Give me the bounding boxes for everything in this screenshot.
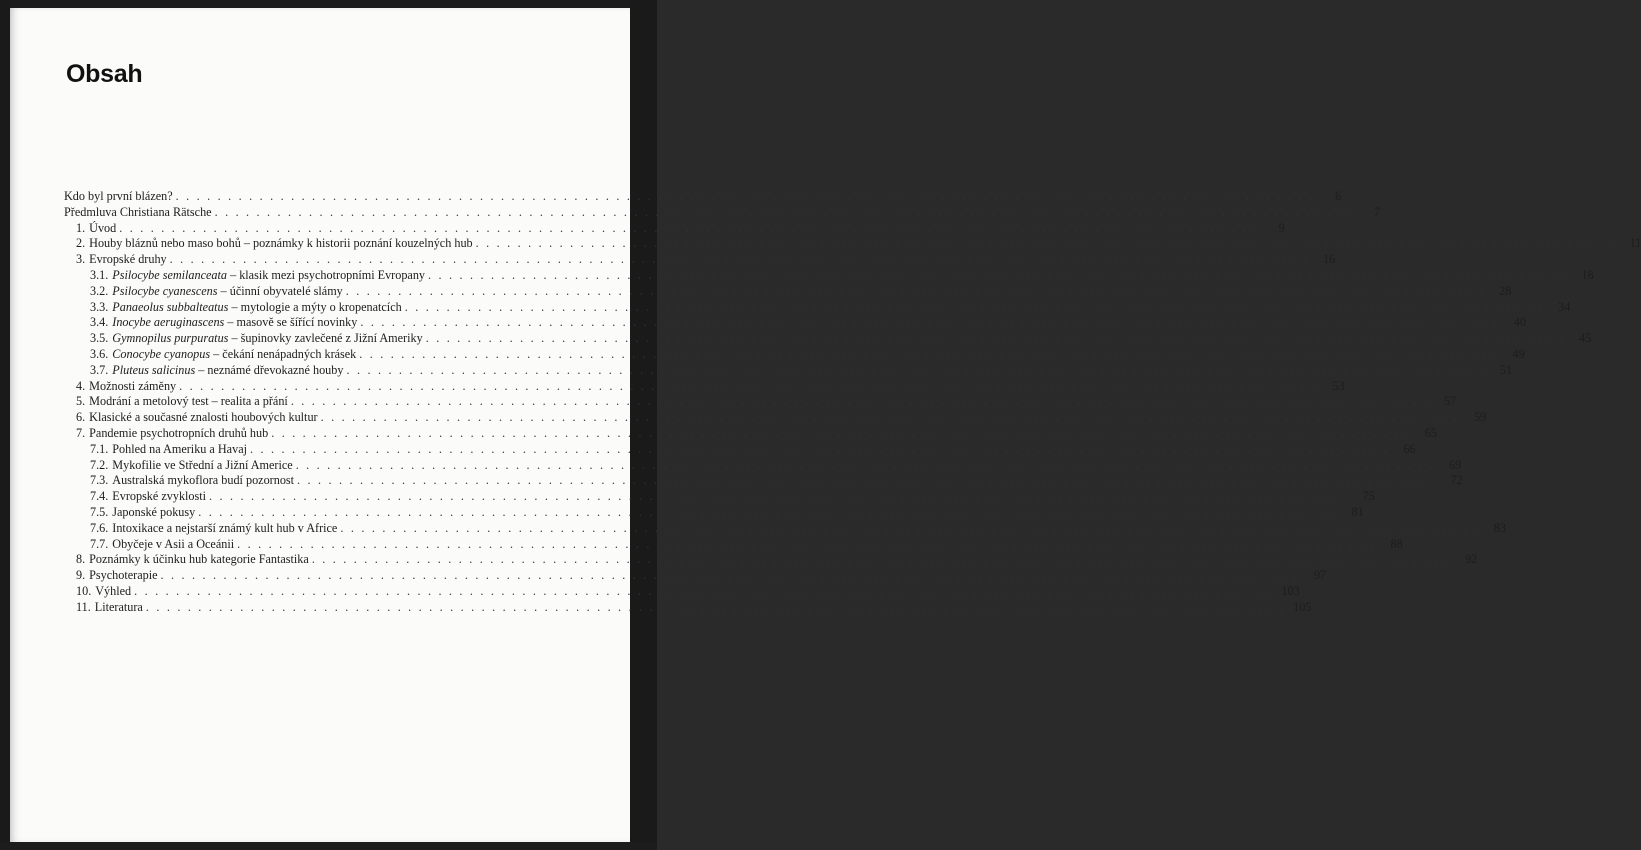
toc-page-number: 51 [1499, 362, 1513, 377]
toc-entry-title [89, 552, 309, 567]
toc-entry-species-name: Panaeolus subbalteatus [112, 299, 229, 314]
dot-leader: . . . . . . . . . . . . . . . . . . . . . . . . . . . . . . . . . . . . . . . . . . . . . . . . . . . . . . . . . . . . . . . . . . . . . . . . . . . . . . . . . . . . . . . . . . . . . . . . . . . . . . . . . . . . . [295, 457, 1435, 472]
toc-entry[interactable] [64, 299, 1571, 316]
toc-entry-label: Úvod [89, 220, 117, 235]
toc-entry-label: Výhled [95, 583, 132, 598]
toc-page-number: 75 [1362, 489, 1375, 504]
toc-entry-label: Kdo byl první blázen? [64, 189, 173, 203]
toc-entry-title [89, 410, 317, 425]
dot-leader: . . . . . . . . . . . . . . . . . . . . . . . . . . . . . . . . . . . . . . . . . . . . . . . . . . . . . . . . . . . . . . . . . . . . . . . . . . . . . . . . . . . . . . . . . . . . . . . . . . . . . . . . . . . . . [179, 378, 1318, 393]
toc-entry-label: Houby bláznů nebo maso bohů – poznámky k historii poznání kouzelných hub [89, 236, 473, 251]
toc-page-number: 57 [1444, 394, 1457, 409]
scan-border-left [0, 0, 10, 850]
toc-entry-title [89, 394, 288, 409]
toc-entry-number: 3.6. [90, 346, 109, 361]
toc-entry[interactable] [64, 346, 1525, 363]
toc-page-number: 34 [1558, 299, 1571, 314]
toc-entry[interactable] [64, 568, 1327, 584]
toc-entry-subtitle: – neznámé dřevokazné houby [195, 362, 344, 377]
toc-entry-label: Psychoterapie [89, 568, 158, 583]
toc-entry-title [112, 473, 294, 488]
toc-entry-number: 7.6. [90, 520, 109, 535]
dot-leader: . . . . . . . . . . . . . . . . . . . . . . . . . . . . . . . . . . . . . . . . . . . . . . . . . . . . . . . . . . . . . . . . . . . . . . . . . . . . . . . . . . . . . . . . . . . . . . . . . . . . . . . . . . . . . [209, 489, 1348, 504]
toc-entry-title [112, 268, 425, 283]
toc-entry-title [112, 521, 337, 536]
toc-entry-title [89, 221, 116, 236]
toc-entry-label: Možnosti záměny [89, 378, 177, 393]
toc-entry-label: Předmluva Christiana Rätsche [64, 204, 212, 219]
toc-entry[interactable] [64, 283, 1512, 300]
toc-entry[interactable] [64, 410, 1487, 426]
toc-entry-title [112, 505, 195, 520]
dot-leader: . . . . . . . . . . . . . . . . . . . . . . . . . . . . . . . . . . . . . . . . . . . . . . . . . . . . . . . . . . . . . . . . . . . . . . . . . . . . . . . . . . . . . . . . . . . . . . . . . . . . . . . . . . . . . [346, 362, 1486, 377]
dot-leader: . . . . . . . . . . . . . . . . . . . . . . . . . . . . . . . . . . . . . . . . . . . . . . . . . . . . . . . . . . . . . . . . . . . . . . . . . . . . . . . . . . . . . . . . . . . . . . . . . . . . . . . . . . . . . [290, 394, 1430, 409]
toc-page-number: 7 [1374, 204, 1381, 219]
toc-entry-title [95, 584, 131, 599]
toc-entry-title [112, 284, 342, 299]
toc-entry-species-name: Gymnopilus purpuratus [112, 331, 229, 346]
toc-entry-number: 11. [76, 599, 91, 614]
dot-leader: . . . . . . . . . . . . . . . . . . . . . . . . . . . . . . . . . . . . . . . . . . . . . . . . . . . . . . . . . . . . . . . . . . . . . . . . . . . . . . . . . . . . . . . . . . . . . . . . . . . . . . . . . . . . . [271, 425, 1410, 440]
toc-entry-title [112, 315, 357, 330]
toc-entry-title [89, 379, 176, 394]
toc-entry-label: Poznámky k účinku hub kategorie Fantastika [89, 552, 309, 567]
toc-entry-title [112, 363, 343, 378]
toc-page-number: 45 [1579, 331, 1592, 346]
toc-entry-title [112, 489, 206, 504]
dot-leader: . . . . . . . . . . . . . . . . . . . . . . . . . . . . . . . . . . . . . . . . . . . . . . . . . . . . . . . . . . . . . . . . . . . . . . . . . . . . . . . . . . . . . . . . . . . . . . . . . . . . . . . . . . . . . [425, 331, 1565, 346]
toc-entry-number: 7. [76, 425, 86, 440]
dot-leader: . . . . . . . . . . . . . . . . . . . . . . . . . . . . . . . . . . . . . . . . . . . . . . . . . . . . . . . . . . . . . . . . . . . . . . . . . . . . . . . . . . . . . . . . . . . . . . . . . . . . . . . . . . . . . [169, 252, 1309, 267]
toc-entry-number: 3.4. [90, 315, 109, 330]
toc-entry[interactable] [64, 315, 1526, 331]
toc-entry-number: 7.1. [90, 441, 109, 456]
dot-leader: . . . . . . . . . . . . . . . . . . . . . . . . . . . . . . . . . . . . . . . . . . . . . . . . . . . . . . . . . . . . . . . . . . . . . . . . . . . . . . . . . . . . . . . . . . . . . . . . . . . . . . . . . . . . . [145, 599, 1285, 614]
toc-page-number: 105 [1293, 599, 1312, 614]
toc-entry-species-name: Pluteus salicinus [112, 362, 196, 377]
toc-entry[interactable] [64, 489, 1375, 505]
toc-entry-number: 2. [76, 236, 86, 251]
toc-entry-number: 3.7. [90, 362, 109, 377]
page-title: Obsah [66, 60, 143, 88]
toc-page-number: 49 [1512, 346, 1525, 361]
toc-entry-title [112, 300, 401, 315]
toc-entry[interactable] [64, 583, 1300, 600]
toc-entry[interactable] [64, 252, 1336, 268]
toc-page-number: 18 [1581, 267, 1594, 282]
toc-entry-label: Literatura [94, 599, 143, 614]
toc-entry-title [89, 252, 167, 267]
toc-entry-subtitle: – šupinovky zavlečené z Jižní Ameriky [228, 331, 423, 346]
dot-leader: . . . . . . . . . . . . . . . . . . . . . . . . . . . . . . . . . . . . . . . . . . . . . . . . . . . . . . . . . . . . . . . . . . . . . . . . . . . . . . . . . . . . . . . . . . . . . . . . . . . . . . . . . . . . . [475, 236, 1615, 251]
toc-page-number: 66 [1403, 441, 1416, 456]
toc-entry-label: Obyčeje v Asii a Oceánii [112, 536, 235, 551]
toc-page-number: 9 [1278, 220, 1285, 235]
dot-leader: . . . . . . . . . . . . . . . . . . . . . . . . . . . . . . . . . . . . . . . . . . . . . . . . . . . . . . . . . . . . . . . . . . . . . . . . . . . . . . . . . . . . . . . . . . . . . . . . . . . . . . . . . . . . . [311, 552, 1451, 567]
toc-entry-title [89, 426, 268, 441]
toc-entry[interactable] [64, 552, 1478, 568]
toc-entry-number: 4. [76, 378, 86, 393]
toc-entry-title [112, 458, 292, 473]
dot-leader: . . . . . . . . . . . . . . . . . . . . . . . . . . . . . . . . . . . . . . . . . . . . . . . . . . . . . . . . . . . . . . . . . . . . . . . . . . . . . . . . . . . . . . . . . . . . . . . . . . . . . . . . . . . . . [134, 583, 1273, 598]
toc-page-number: 53 [1332, 378, 1345, 393]
toc-entry-number: 3.1. [90, 267, 109, 282]
toc-entry-title [89, 236, 473, 251]
toc-entry[interactable] [64, 189, 1342, 205]
dot-leader: . . . . . . . . . . . . . . . . . . . . . . . . . . . . . . . . . . . . . . . . . . . . . . . . . . . . . . . . . . . . . . . . . . . . . . . . . . . . . . . . . . . . . . . . . . . . . . . . . . . . . . . . . . . . . [237, 536, 1376, 551]
toc-entry[interactable] [64, 425, 1437, 442]
dot-leader: . . . . . . . . . . . . . . . . . . . . . . . . . . . . . . . . . . . . . . . . . . . . . . . . . . . . . . . . . . . . . . . . . . . . . . . . . . . . . . . . . . . . . . . . . . . . . . . . . . . . . . . . . . . . . [320, 410, 1460, 425]
dot-leader: . . . . . . . . . . . . . . . . . . . . . . . . . . . . . . . . . . . . . . . . . . . . . . . . . . . . . . . . . . . . . . . . . . . . . . . . . . . . . . . . . . . . . . . . . . . . . . . . . . . . . . . . . . . . . [198, 504, 1337, 519]
toc-entry-label: Evropské zvyklosti [112, 489, 207, 504]
toc-entry-subtitle: – masově se šířící novinky [224, 315, 358, 330]
toc-page-number: 59 [1474, 410, 1487, 425]
toc-entry[interactable] [64, 378, 1345, 395]
toc-entry-number: 3.3. [90, 299, 109, 314]
toc-page-number: 72 [1450, 473, 1463, 488]
toc-entry-number: 1. [76, 220, 86, 235]
toc-entry-title [112, 347, 356, 362]
toc-entry-number: 7.7. [90, 536, 109, 551]
dot-leader: . . . . . . . . . . . . . . . . . . . . . . . . . . . . . . . . . . . . . . . . . . . . . . . . . . . . . . . . . . . . . . . . . . . . . . . . . . . . . . . . . . . . . . . . . . . . . . . . . . . . . . . . . . . . . [360, 315, 1499, 330]
toc-entry-number: 10. [76, 583, 92, 598]
dot-leader: . . . . . . . . . . . . . . . . . . . . . . . . . . . . . . . . . . . . . . . . . . . . . . . . . . . . . . . . . . . . . . . . . . . . . . . . . . . . . . . . . . . . . . . . . . . . . . . . . . . . . . . . . . . . . [404, 299, 1544, 314]
toc-entry-label: Modrání a metolový test – realita a přání [89, 394, 288, 409]
toc-entry-number: 7.5. [90, 504, 109, 519]
dot-leader: . . . . . . . . . . . . . . . . . . . . . . . . . . . . . . . . . . . . . . . . . . . . . . . . . . . . . . . . . . . . . . . . . . . . . . . . . . . . . . . . . . . . . . . . . . . . . . . . . . . . . . . . . . . . . [428, 267, 1567, 282]
toc-page-number: 81 [1351, 504, 1364, 519]
toc-entry-label: Pandemie psychotropních druhů hub [89, 425, 269, 440]
toc-entry-title [64, 189, 173, 204]
scan-border-top [0, 0, 657, 8]
toc-entry-species-name: Conocybe cyanopus [112, 346, 211, 361]
toc-entry[interactable] [64, 220, 1285, 237]
dot-leader: . . . . . . . . . . . . . . . . . . . . . . . . . . . . . . . . . . . . . . . . . . . . . . . . . . . . . . . . . . . . . . . . . . . . . . . . . . . . . . . . . . . . . . . . . . . . . . . . . . . . . . . . . . . . . [160, 568, 1300, 583]
scan-border-bottom [0, 842, 657, 850]
toc-page-number: 6 [1335, 189, 1342, 203]
toc-page-number: 83 [1493, 520, 1506, 535]
toc-entry-subtitle: – mytologie a mýty o kropenatcích [228, 299, 402, 314]
toc-entry[interactable] [64, 236, 1641, 252]
toc-entry[interactable] [64, 599, 1312, 616]
toc-page-number: 92 [1465, 552, 1478, 567]
toc-entry-number: 7.3. [90, 473, 109, 488]
toc-entry[interactable] [64, 267, 1594, 284]
dot-leader: . . . . . . . . . . . . . . . . . . . . . . . . . . . . . . . . . . . . . . . . . . . . . . . . . . . . . . . . . . . . . . . . . . . . . . . . . . . . . . . . . . . . . . . . . . . . . . . . . . . . . . . . . . . . . [214, 204, 1354, 219]
toc-entry-number: 7.2. [90, 457, 109, 472]
toc-entry-label: Japonské pokusy [112, 504, 196, 519]
toc-entry-number: 7.4. [90, 489, 109, 504]
toc-entry[interactable] [64, 473, 1463, 489]
toc-page-number: 69 [1449, 457, 1462, 472]
toc-page-number: 40 [1513, 315, 1526, 330]
toc-entry[interactable] [64, 394, 1457, 410]
toc-page-number: 28 [1499, 283, 1512, 298]
toc-entry-label: Evropské druhy [89, 252, 167, 267]
toc-page-number: 88 [1390, 536, 1403, 551]
toc-entry-label: Australská mykoflora budí pozornost [112, 473, 295, 488]
toc-entry[interactable] [64, 441, 1416, 458]
toc-page-number: 11 [1629, 236, 1641, 251]
toc-entry-title [112, 537, 234, 552]
dot-leader: . . . . . . . . . . . . . . . . . . . . . . . . . . . . . . . . . . . . . . . . . . . . . . . . . . . . . . . . . . . . . . . . . . . . . . . . . . . . . . . . . . . . . . . . . . . . . . . . . . . . . . . . . . . . . [119, 220, 1258, 235]
toc-entry[interactable] [64, 520, 1506, 537]
toc-entry-label: Klasické a současné znalosti houbových kultur [89, 410, 318, 425]
dot-leader: . . . . . . . . . . . . . . . . . . . . . . . . . . . . . . . . . . . . . . . . . . . . . . . . . . . . . . . . . . . . . . . . . . . . . . . . . . . . . . . . . . . . . . . . . . . . . . . . . . . . . . . . . . . . . [359, 346, 1498, 361]
dot-leader: . . . . . . . . . . . . . . . . . . . . . . . . . . . . . . . . . . . . . . . . . . . . . . . . . . . . . . . . . . . . . . . . . . . . . . . . . . . . . . . . . . . . . . . . . . . . . . . . . . . . . . . . . . . . . [250, 441, 1389, 456]
toc-entry-number: 3.2. [90, 283, 109, 298]
toc-entry-label: Pohled na Ameriku a Havaj [112, 441, 247, 456]
table-of-contents [64, 189, 1641, 616]
toc-entry[interactable] [64, 457, 1462, 474]
toc-entry-subtitle: – klasik mezi psychotropními Evropany [227, 267, 426, 282]
toc-entry-number: 3.5. [90, 331, 109, 346]
toc-entry[interactable] [64, 331, 1592, 347]
toc-entry-title [112, 442, 247, 457]
toc-entry-number: 8. [76, 552, 86, 567]
toc-entry-title [95, 600, 143, 615]
toc-page-number: 16 [1323, 252, 1336, 267]
toc-page-number: 103 [1281, 583, 1300, 598]
toc-entry-subtitle: – čekání nenápadných krásek [210, 346, 357, 361]
toc-entry-title [64, 205, 212, 220]
toc-entry[interactable] [64, 362, 1513, 379]
toc-entry-title [89, 568, 157, 583]
toc-entry-number: 5. [76, 394, 86, 409]
toc-entry[interactable] [64, 204, 1381, 221]
toc-entry-label: Mykofilie ve Střední a Jižní Americe [112, 457, 293, 472]
toc-page-number: 97 [1313, 568, 1327, 583]
toc-entry-subtitle: – účinní obyvatelé slámy [217, 283, 343, 298]
toc-entry-species-name: Psilocybe cyanescens [112, 283, 218, 298]
toc-page-number: 65 [1424, 425, 1437, 440]
toc-entry[interactable] [64, 504, 1364, 521]
dot-leader: . . . . . . . . . . . . . . . . . . . . . . . . . . . . . . . . . . . . . . . . . . . . . . . . . . . . . . . . . . . . . . . . . . . . . . . . . . . . . . . . . . . . . . . . . . . . . . . . . . . . . . . . . . . . . [175, 189, 1315, 203]
dot-leader: . . . . . . . . . . . . . . . . . . . . . . . . . . . . . . . . . . . . . . . . . . . . . . . . . . . . . . . . . . . . . . . . . . . . . . . . . . . . . . . . . . . . . . . . . . . . . . . . . . . . . . . . . . . . . [345, 283, 1485, 298]
toc-entry-label: Intoxikace a nejstarší známý kult hub v Africe [112, 520, 338, 535]
toc-entry-species-name: Psilocybe semilanceata [112, 267, 228, 282]
toc-entry-species-name: Inocybe aeruginascens [112, 315, 225, 330]
dot-leader: . . . . . . . . . . . . . . . . . . . . . . . . . . . . . . . . . . . . . . . . . . . . . . . . . . . . . . . . . . . . . . . . . . . . . . . . . . . . . . . . . . . . . . . . . . . . . . . . . . . . . . . . . . . . . [297, 473, 1436, 488]
toc-entry-number: 3. [76, 252, 86, 267]
dot-leader: . . . . . . . . . . . . . . . . . . . . . . . . . . . . . . . . . . . . . . . . . . . . . . . . . . . . . . . . . . . . . . . . . . . . . . . . . . . . . . . . . . . . . . . . . . . . . . . . . . . . . . . . . . . . . [340, 520, 1479, 535]
toc-entry-title [112, 331, 422, 346]
toc-entry-number: 9. [76, 568, 86, 583]
toc-entry[interactable] [64, 536, 1403, 553]
toc-entry-number: 6. [76, 410, 86, 425]
